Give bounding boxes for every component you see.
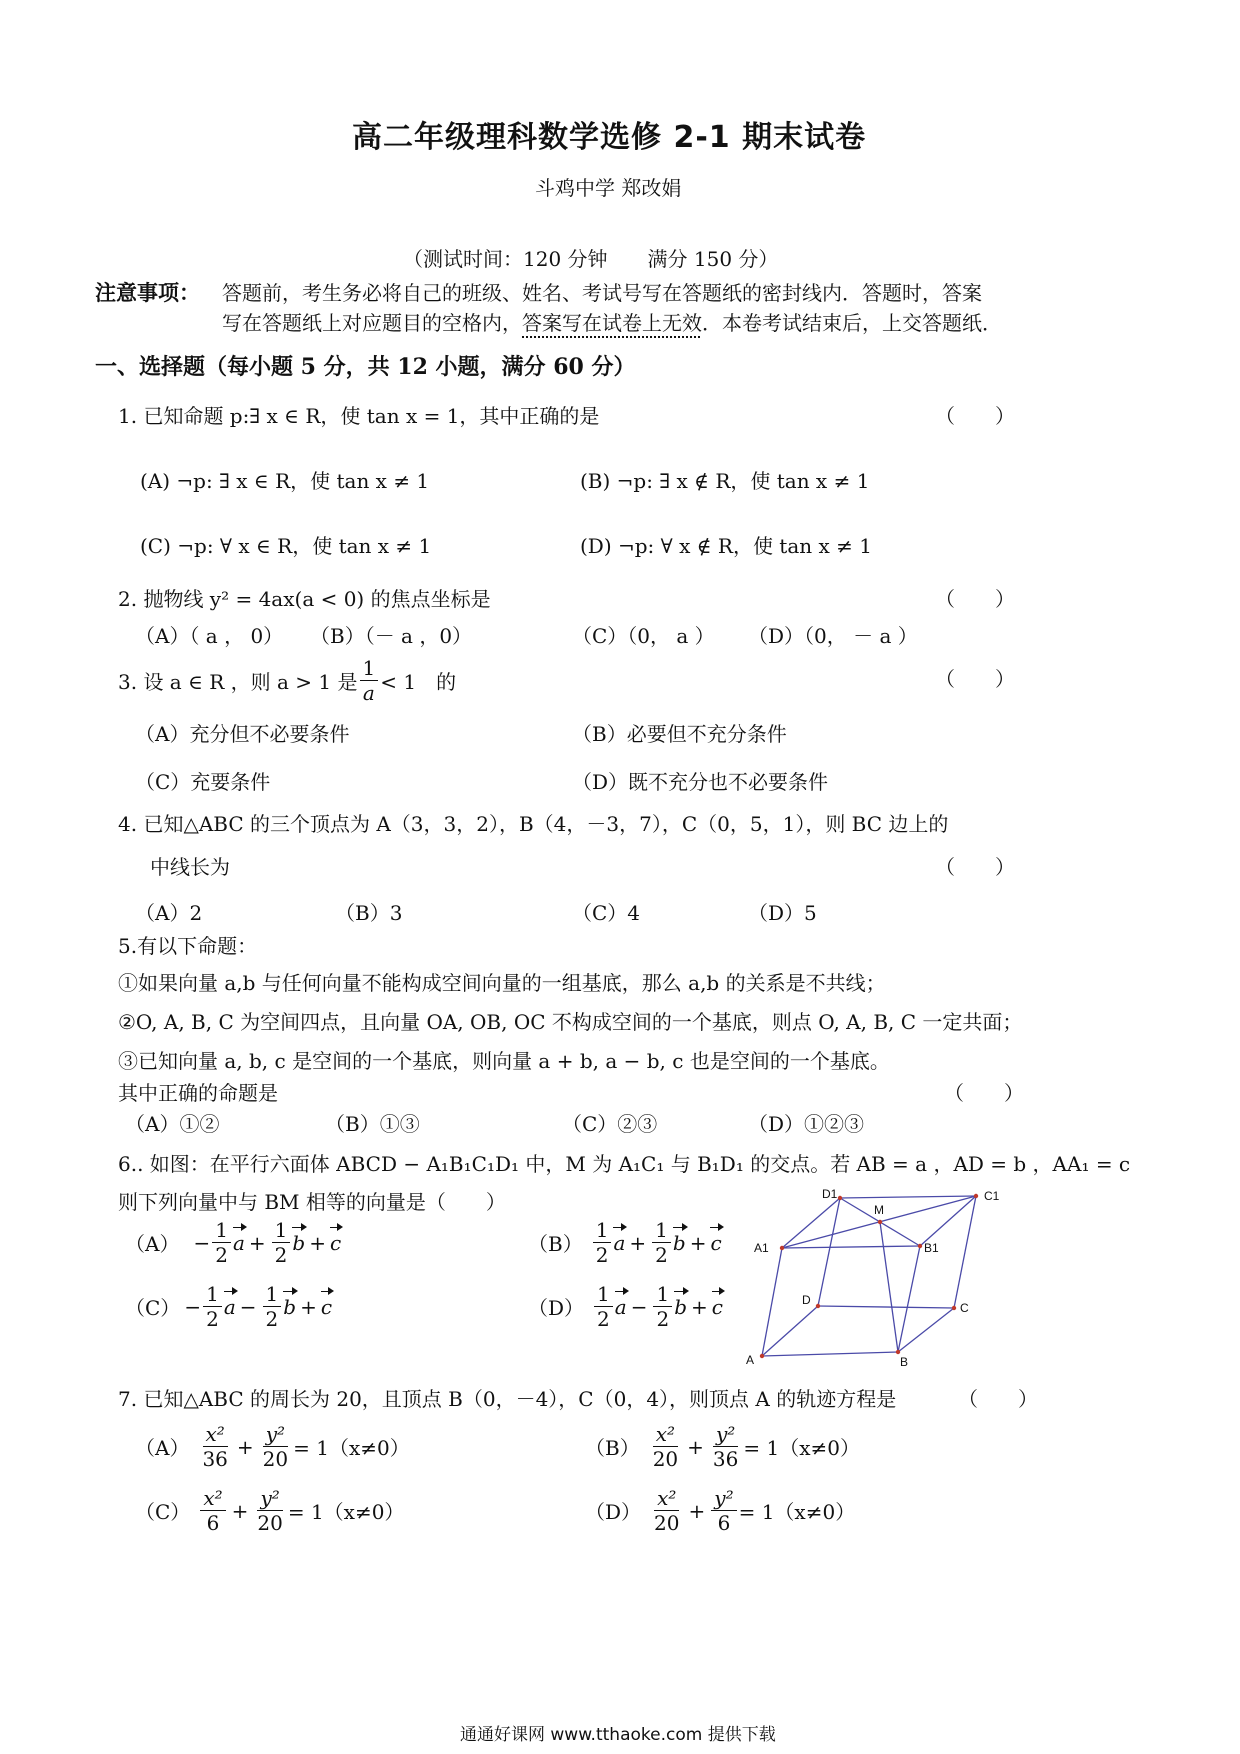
q6-option-b: （B） $\frac{1}{2}$ a + $\frac{1}{2}$ b + c	[528, 1218, 722, 1267]
label-d: D	[802, 1293, 811, 1307]
point-b1	[918, 1244, 922, 1248]
q6-option-d: （D） $\frac{1}{2}$ a − $\frac{1}{2}$ b + c	[528, 1282, 723, 1331]
point-c	[952, 1306, 956, 1310]
point-d	[816, 1304, 820, 1308]
q5-statement-3: ③已知向量 a, b, c 是空间的一个基底，则向量 a + b, a − b, c 也是空间的一个基底。	[118, 1049, 890, 1073]
q1-option-d: (D) ¬p: ∀ x ∉ R，使 tan x ≠ 1	[580, 534, 872, 558]
q3-stem: 3. 设 a ∈ R ，则 a > 1 是 $\frac{1}{a}$ < 1 的	[118, 656, 457, 705]
edge-a-b	[762, 1352, 898, 1356]
q5-option-c: （C）②③	[562, 1112, 658, 1136]
q4-option-c: （C）4	[572, 901, 641, 925]
q2-option-a: （A）（ a ， 0）	[135, 624, 284, 648]
label-a: A	[746, 1353, 755, 1367]
q6-stem-line2: 则下列向量中与 BM 相等的向量是（ ）	[118, 1190, 506, 1214]
time-info: （测试时间：120 分钟 满分 150 分）	[403, 247, 779, 271]
q3-option-c: （C）充要条件	[135, 770, 271, 794]
q3-fraction: $\frac{1}{a}$	[360, 656, 379, 705]
q2-stem: 2. 抛物线 y² = 4ax(a < 0) 的焦点坐标是	[118, 587, 491, 611]
label-b: B	[900, 1355, 909, 1368]
label-b1: B1	[924, 1241, 939, 1255]
q7-answer-paren: （ ）	[958, 1387, 1038, 1411]
footer-credit: 通通好课网 www.tthaoke.com 提供下载	[460, 1725, 776, 1745]
q5-statement-2: ②O, A, B, C 为空间四点，且向量 OA, OB, OC 不构成空间的一个基底，则点 O, A, B, C 一定共面；	[118, 1010, 1023, 1034]
q5-statement-1: ①如果向量 a,b 与任何向量不能构成空间向量的一组基底，那么 a,b 的关系是不共线；	[118, 971, 886, 995]
q4-answer-paren: （ ）	[935, 855, 1015, 879]
q7-stem: 7. 已知△ABC 的周长为 20，且顶点 B（0，－4），C（0，4），则顶点 A 的轨迹方程是	[118, 1387, 897, 1411]
q5-answer-paren: （ ）	[944, 1081, 1024, 1105]
q3-option-a: （A）充分但不必要条件	[135, 722, 350, 746]
point-a1	[780, 1246, 784, 1250]
q7-option-b: （B） $\frac{\text{x²}}{20}$ + $\frac{\text{y²}}{36}$ = 1（x≠0）	[585, 1422, 860, 1471]
q5-option-d: （D）①②③	[748, 1112, 865, 1136]
point-a	[760, 1354, 764, 1358]
q7-option-a: （A） $\frac{\text{x²}}{36}$ + $\frac{\text{y²}}{20}$ = 1（x≠0）	[135, 1422, 410, 1471]
parallelepiped-figure	[740, 1188, 1020, 1368]
edge-a-a1	[762, 1248, 782, 1356]
author-line: 斗鸡中学 郑改娟	[535, 176, 682, 200]
q6-option-a: （A） − $\frac{1}{2}$ a + $\frac{1}{2}$ b + c	[125, 1218, 342, 1267]
section-title: 一、选择题（每小题 5 分，共 12 小题，满分 60 分）	[95, 354, 636, 380]
q2-option-c: （C）（0， a ）	[572, 624, 715, 648]
q5-option-a: （A）①②	[125, 1112, 220, 1136]
label-d1: D1	[822, 1188, 838, 1201]
q4-option-d: （D）5	[748, 901, 817, 925]
q7-option-d: （D） $\frac{\text{x²}}{20}$ + $\frac{\text{y²}}{6}$ = 1（x≠0）	[585, 1486, 856, 1535]
q1-option-a: (A) ¬p: ∃ x ∈ R，使 tan x ≠ 1	[140, 469, 430, 493]
q4-stem-line1: 4. 已知△ABC 的三个顶点为 A（3，3，2），B（4，－3，7），C（0，5，1），则 BC 边上的	[118, 812, 949, 836]
q1-option-b: (B) ¬p: ∃ x ∉ R，使 tan x ≠ 1	[580, 469, 870, 493]
q1-stem: 1. 已知命题 p:∃ x ∈ R，使 tan x = 1，其中正确的是	[118, 404, 600, 428]
q4-option-a: （A）2	[135, 901, 203, 925]
point-c1	[974, 1194, 978, 1198]
q6-stem-line1: 6.. 如图：在平行六面体 ABCD − A₁B₁C₁D₁ 中，M 为 A₁C₁ 与 B₁D₁ 的交点。若 AB = a ，AD = b ，AA₁ = c	[118, 1152, 1131, 1176]
notice-line2: 写在答题纸上对应题目的空格内，答案写在试卷上无效．本卷考试结束后，上交答题纸．	[222, 311, 1002, 335]
q4-option-b: （B）3	[335, 901, 403, 925]
q2-answer-paren: （ ）	[935, 587, 1015, 611]
point-d1	[838, 1196, 842, 1200]
point-b	[896, 1350, 900, 1354]
q6-option-c: （C） − $\frac{1}{2}$ a − $\frac{1}{2}$ b + c	[125, 1282, 333, 1331]
q3-option-b: （B）必要但不充分条件	[572, 722, 787, 746]
q4-stem-line2: 中线长为	[150, 855, 230, 879]
q3-option-d: （D）既不充分也不必要条件	[572, 770, 829, 794]
edge-b-b1	[898, 1246, 920, 1352]
point-m	[878, 1220, 882, 1224]
notice-emphasis: 答案写在试卷上无效	[522, 311, 702, 335]
edge-c-d	[818, 1306, 954, 1308]
label-a1: A1	[754, 1241, 769, 1255]
label-c: C	[960, 1301, 969, 1315]
q2-option-b: （B）（－ a ，0）	[310, 624, 473, 648]
q1-option-c: (C) ¬p: ∀ x ∈ R，使 tan x ≠ 1	[140, 534, 432, 558]
q3-answer-paren: （ ）	[935, 667, 1015, 691]
q7-option-c: （C） $\frac{\text{x²}}{6}$ + $\frac{\text{y²}}{20}$ = 1（x≠0）	[135, 1486, 405, 1535]
q1-answer-paren: （ ）	[935, 404, 1015, 428]
q5-option-b: （B）①③	[325, 1112, 420, 1136]
edge-a1-b1	[782, 1246, 920, 1248]
q2-option-d: （D）（0， － a ）	[748, 624, 918, 648]
notice-label: 注意事项：	[95, 280, 200, 305]
edge-c1-d1	[840, 1196, 976, 1198]
page-title: 高二年级理科数学选修 2-1 期末试卷	[352, 120, 867, 155]
q5-ask: 其中正确的命题是	[118, 1081, 278, 1105]
segment-b-m	[880, 1222, 898, 1352]
notice-line1: 答题前，考生务必将自己的班级、姓名、考试号写在答题纸的密封线内．答题时，答案	[222, 281, 982, 305]
label-c1: C1	[984, 1189, 1000, 1203]
q5-stem: 5.有以下命题：	[118, 934, 258, 958]
label-m: M	[874, 1203, 884, 1217]
